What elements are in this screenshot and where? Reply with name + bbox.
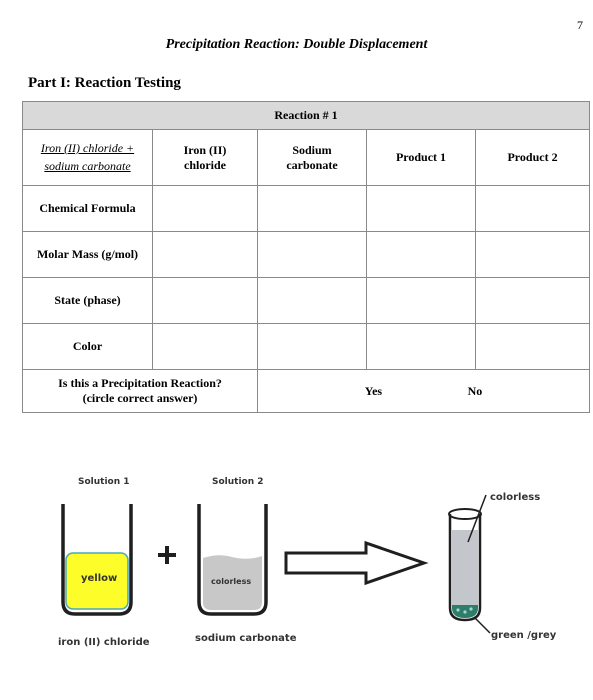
answer-cell[interactable] xyxy=(367,186,476,232)
answer-cell[interactable] xyxy=(153,232,258,278)
tube-bottom-label: green /grey xyxy=(491,630,557,641)
sodium-carbonate-header xyxy=(258,130,367,186)
answer-cell[interactable] xyxy=(258,186,367,232)
answer-yes[interactable]: Yes xyxy=(364,383,383,398)
answer-cell[interactable] xyxy=(153,324,258,370)
answer-cell[interactable] xyxy=(476,324,590,370)
answer-cell[interactable] xyxy=(258,324,367,370)
answer-cell[interactable] xyxy=(476,186,590,232)
iron-chloride-line-2: chloride xyxy=(184,157,226,172)
answer-cell[interactable] xyxy=(153,278,258,324)
sodium-carbonate-line-1: Sodium xyxy=(292,142,332,157)
part-heading: Part I: Reaction Testing xyxy=(28,75,181,91)
answer-choices xyxy=(258,370,590,413)
tube-top-label: colorless xyxy=(490,492,541,503)
row-label-color: Color xyxy=(23,324,153,370)
question-line-1: Is this a Precipitation Reaction? xyxy=(58,376,222,390)
tube-liquid xyxy=(452,530,478,618)
precipitate-particle xyxy=(463,610,466,613)
precipitation-question xyxy=(23,370,258,413)
solution-1-content: yellow xyxy=(81,573,118,584)
solution-2-name: sodium carbonate xyxy=(195,633,297,644)
reactants-header xyxy=(23,130,153,186)
product-1-header: Product 1 xyxy=(367,130,476,186)
reactants-line-1: Iron (II) chloride + xyxy=(40,141,135,156)
reaction-title: Reaction # 1 xyxy=(23,102,590,130)
sodium-carbonate-line-2: carbonate xyxy=(286,157,338,172)
answer-cell[interactable] xyxy=(153,186,258,232)
precipitate-leader-line xyxy=(474,617,490,633)
iron-chloride-line-1: Iron (II) xyxy=(183,142,227,157)
reaction-table xyxy=(22,101,590,413)
precipitate-particle xyxy=(456,608,459,611)
precipitate-particle xyxy=(469,607,472,610)
answer-cell[interactable] xyxy=(258,232,367,278)
answer-no[interactable]: No xyxy=(467,383,483,398)
answer-cell[interactable] xyxy=(476,278,590,324)
page-number: 7 xyxy=(577,18,583,32)
row-label-chemical-formula: Chemical Formula xyxy=(23,186,153,232)
solution-2-content: colorless xyxy=(211,577,252,586)
answer-cell[interactable] xyxy=(258,278,367,324)
question-line-2: (circle correct answer) xyxy=(82,391,198,405)
row-label-state: State (phase) xyxy=(23,278,153,324)
reactants-line-2: sodium carbonate xyxy=(44,158,131,173)
reaction-arrow xyxy=(286,543,424,583)
solution-2-label: Solution 2 xyxy=(212,477,264,487)
tube-rim xyxy=(449,509,481,519)
beaker-2 xyxy=(199,504,266,614)
test-tube xyxy=(449,509,481,620)
answer-cell[interactable] xyxy=(367,324,476,370)
answer-cell[interactable] xyxy=(367,232,476,278)
plus-sign xyxy=(158,546,176,564)
solution-1-name: iron (II) chloride xyxy=(58,637,150,648)
row-label-molar-mass: Molar Mass (g/mol) xyxy=(23,232,153,278)
product-2-header: Product 2 xyxy=(476,130,590,186)
beaker-1 xyxy=(63,504,131,614)
solution-1-label: Solution 1 xyxy=(78,477,130,487)
answer-cell[interactable] xyxy=(476,232,590,278)
document-title: Precipitation Reaction: Double Displacement xyxy=(165,37,428,52)
answer-cell[interactable] xyxy=(367,278,476,324)
iron-chloride-header xyxy=(153,130,258,186)
reaction-figure xyxy=(0,460,593,700)
